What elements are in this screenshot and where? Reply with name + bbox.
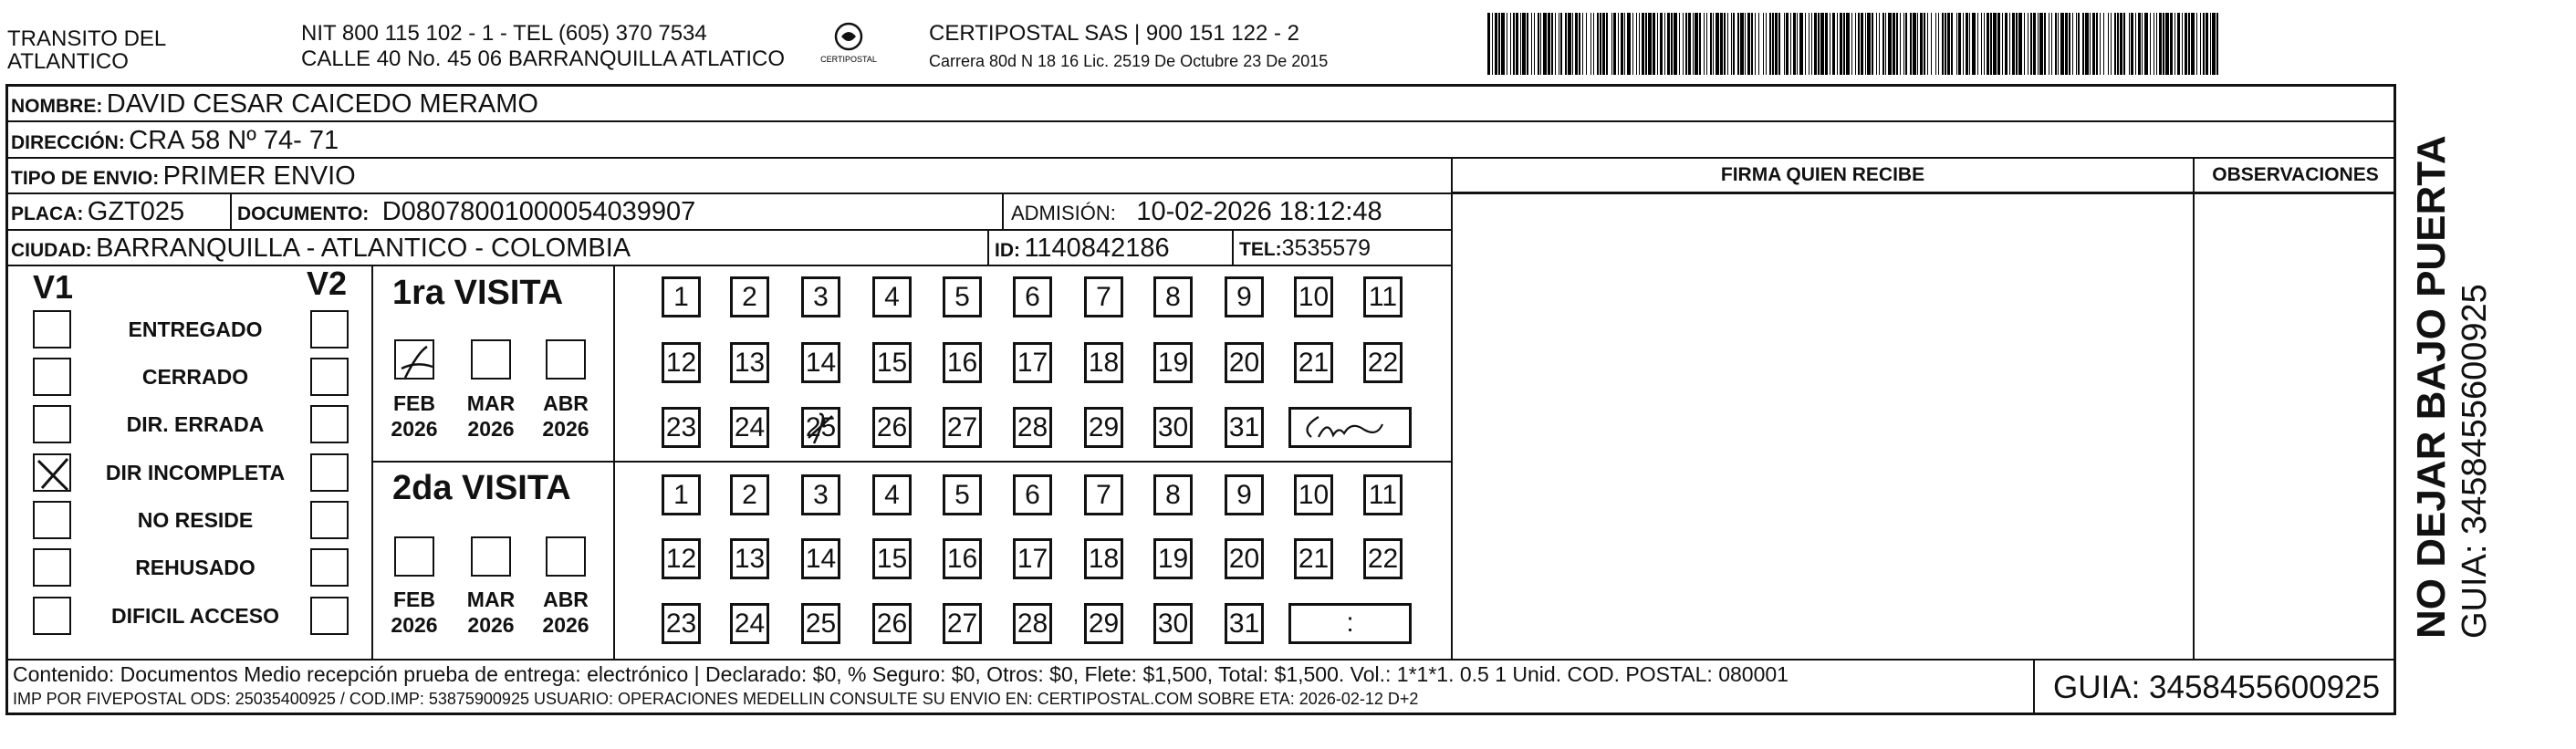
column-divider	[987, 229, 989, 265]
month-checkbox-feb[interactable]	[394, 339, 434, 380]
v1-checkbox[interactable]	[33, 358, 71, 396]
day-box[interactable]: 23	[662, 407, 701, 448]
day-box[interactable]: 29	[1084, 407, 1123, 448]
month-name: MAR	[466, 588, 516, 611]
day-box[interactable]: 2	[730, 474, 769, 515]
day-box[interactable]: 24	[730, 603, 769, 644]
tipo-envio-value: PRIMER ENVIO	[162, 161, 356, 191]
column-divider	[1002, 192, 1004, 229]
sender-name-line1: TRANSITO DEL	[7, 26, 167, 51]
month-checkbox-abr[interactable]	[546, 536, 586, 577]
ciudad-label: CIUDAD:	[11, 240, 92, 261]
tel-value: 3535579	[1281, 235, 1371, 261]
day-box[interactable]: 25	[801, 603, 840, 644]
day-box[interactable]: 15	[872, 538, 912, 579]
month-name: FEB	[393, 588, 435, 611]
placa-label: PLACA:	[11, 203, 84, 224]
observaciones-header: OBSERVACIONES	[2212, 164, 2379, 185]
day-box[interactable]: 16	[943, 538, 982, 579]
day-box[interactable]: 23	[662, 603, 701, 644]
v1-checkbox[interactable]	[33, 597, 71, 635]
day-box[interactable]: 30	[1153, 407, 1193, 448]
day-box[interactable]: 22	[1363, 342, 1403, 383]
column-divider	[1232, 229, 1234, 265]
day-box[interactable]: 31	[1225, 407, 1264, 448]
certipostal-logo	[812, 20, 885, 71]
day-box[interactable]: 16	[943, 342, 982, 383]
day-box[interactable]: 24	[730, 407, 769, 448]
day-box[interactable]: 19	[1153, 342, 1193, 383]
month-label	[459, 587, 523, 638]
month-name: MAR	[466, 391, 516, 415]
month-checkbox-mar[interactable]	[471, 536, 511, 577]
day-box[interactable]: 13	[730, 538, 769, 579]
documento-value: D08078001000054039907	[381, 197, 696, 226]
shipment-contents-line: Contenido: Documentos Medio recepción prueba de entrega: electrónico | Declarado: $0, % Seguro: $0, Otros: $0, Flete: $1,500, Total: $1,500. Vol.: 1*1*1. 0.5 1 Unid. COD. POSTAL: 080001	[13, 662, 1789, 686]
day-box[interactable]: 11	[1363, 276, 1403, 317]
month-checkbox-abr[interactable]	[546, 339, 586, 380]
status-label: CERRADO	[141, 365, 249, 389]
month-name: FEB	[393, 391, 435, 415]
id-value: 1140842186	[1024, 234, 1170, 263]
id-field	[995, 233, 1170, 268]
admision-field	[1011, 196, 1382, 232]
day-box[interactable]: 19	[1153, 538, 1193, 579]
day-box[interactable]: 28	[1013, 603, 1052, 644]
do-not-leave-under-door-notice: NO DEJAR BAJO PUERTA	[2409, 135, 2454, 639]
nombre-label: NOMBRE:	[11, 96, 103, 117]
day-box[interactable]: 5	[943, 276, 982, 317]
v1-checkbox[interactable]	[33, 453, 71, 492]
day-box[interactable]: 13	[730, 342, 769, 383]
day-box[interactable]: 8	[1153, 474, 1193, 515]
side-guia-number: GUIA: 3458455600925	[2456, 284, 2494, 639]
placa-value: GZT025	[87, 197, 185, 226]
month-checkbox-feb[interactable]	[394, 536, 434, 577]
visit-time-box[interactable]	[1288, 407, 1412, 448]
day-box[interactable]: 20	[1225, 342, 1264, 383]
guia-footer: GUIA: 3458455600925	[2053, 670, 2381, 705]
ciudad-value: BARRANQUILLA - ATLANTICO - COLOMBIA	[96, 234, 631, 263]
month-year: 2026	[467, 417, 515, 441]
day-box[interactable]: 8	[1153, 276, 1193, 317]
day-box[interactable]: 30	[1153, 603, 1193, 644]
v1-checkbox[interactable]	[33, 310, 71, 348]
v2-checkbox[interactable]	[310, 597, 349, 635]
day-box[interactable]: 31	[1225, 603, 1264, 644]
observations-area[interactable]	[2195, 193, 2396, 660]
shipment-barcode	[1487, 13, 2217, 75]
direccion-field	[11, 125, 339, 161]
month-year: 2026	[467, 613, 515, 637]
day-box[interactable]: 4	[872, 276, 912, 317]
barcode-bar	[2216, 13, 2218, 75]
day-box[interactable]: 10	[1294, 276, 1333, 317]
status-label: DIFICIL ACCESO	[110, 604, 279, 628]
placa-field	[11, 196, 184, 232]
v1-checkbox[interactable]	[33, 405, 71, 443]
day-box[interactable]: 3	[801, 474, 840, 515]
day-box[interactable]: 14	[801, 538, 840, 579]
day-box[interactable]: 17	[1013, 342, 1052, 383]
status-label: ENTREGADO	[128, 317, 263, 341]
day-box[interactable]: 5	[943, 474, 982, 515]
admision-label: ADMISIÓN:	[1011, 202, 1116, 224]
v1-checkbox[interactable]	[33, 501, 71, 539]
documento-label: DOCUMENTO:	[237, 203, 370, 224]
v2-checkbox[interactable]	[310, 405, 349, 443]
day-box[interactable]: 22	[1363, 538, 1403, 579]
day-box[interactable]: 6	[1013, 276, 1052, 317]
documento-field	[237, 196, 695, 232]
day-box[interactable]: 2	[730, 276, 769, 317]
v2-label: V2	[307, 265, 348, 302]
sender-name-line2: ATLANTICO	[7, 49, 129, 74]
v2-checkbox[interactable]	[310, 453, 349, 492]
row-divider	[5, 157, 2396, 159]
second-visit-title: 2da VISITA	[392, 469, 571, 507]
day-box[interactable]: 11	[1363, 474, 1403, 515]
day-box[interactable]: 12	[662, 342, 701, 383]
day-box[interactable]: 3	[801, 276, 840, 317]
v2-checkbox[interactable]	[310, 358, 349, 396]
visit-time-box[interactable]: :	[1288, 603, 1412, 644]
direccion-label: DIRECCIÓN:	[11, 132, 125, 153]
day-box[interactable]: 28	[1013, 407, 1052, 448]
month-checkbox-mar[interactable]	[471, 339, 511, 380]
print-info-line: IMP POR FIVEPOSTAL ODS: 25035400925 / COD.IMP: 53875900925 USUARIO: OPERACIONES MEDELLIN CONSULTE SU ENVIO EN: CERTIPOSTAL.COM SOBRE ETA: 2026-02-12 D+2	[13, 690, 1419, 708]
direccion-value: CRA 58 Nº 74- 71	[129, 126, 339, 155]
column-divider	[2033, 659, 2035, 715]
status-label: DIR INCOMPLETA	[105, 461, 286, 484]
day-box[interactable]: 26	[872, 407, 912, 448]
day-box[interactable]: 14	[801, 342, 840, 383]
day-box[interactable]: 15	[872, 342, 912, 383]
id-label: ID:	[995, 240, 1020, 261]
month-label	[459, 390, 523, 442]
signature-area[interactable]	[1453, 193, 2193, 660]
day-box[interactable]: 1	[662, 276, 701, 317]
status-label: DIR. ERRADA	[126, 412, 265, 436]
ciudad-field	[11, 233, 631, 268]
sender-nit-line: NIT 800 115 102 - 1 - TEL (605) 370 7534	[301, 21, 707, 46]
tipo-envio-field	[11, 161, 356, 196]
month-label	[534, 390, 598, 442]
day-box[interactable]: 27	[943, 407, 982, 448]
day-box[interactable]: 29	[1084, 603, 1123, 644]
side-notice	[2409, 135, 2495, 639]
day-box[interactable]: 10	[1294, 474, 1333, 515]
day-box[interactable]: 1	[662, 474, 701, 515]
carrier-company-line: CERTIPOSTAL SAS | 900 151 122 - 2	[929, 21, 1299, 46]
day-box[interactable]: 6	[1013, 474, 1052, 515]
row-divider	[5, 659, 2396, 661]
month-year: 2026	[542, 613, 589, 637]
day-box[interactable]: 4	[872, 474, 912, 515]
svg-text:CERTIPOSTAL: CERTIPOSTAL	[820, 55, 877, 64]
status-label: REHUSADO	[135, 556, 256, 579]
month-label	[534, 587, 598, 638]
day-box[interactable]: 27	[943, 603, 982, 644]
month-year: 2026	[391, 613, 438, 637]
day-box[interactable]: 21	[1294, 538, 1333, 579]
firma-header: FIRMA QUIEN RECIBE	[1720, 164, 1925, 185]
month-label	[382, 390, 446, 442]
sender-address-line: CALLE 40 No. 45 06 BARRANQUILLA ATLATICO	[301, 47, 786, 71]
v2-checkbox[interactable]	[310, 548, 349, 587]
day-box[interactable]: 21	[1294, 342, 1333, 383]
row-divider	[371, 461, 1451, 463]
day-box[interactable]: 17	[1013, 538, 1052, 579]
first-visit-title: 1ra VISITA	[392, 274, 564, 312]
day-box[interactable]: 9	[1225, 474, 1264, 515]
day-box[interactable]: 7	[1084, 474, 1123, 515]
status-label: NO RESIDE	[137, 508, 254, 532]
day-box[interactable]: 20	[1225, 538, 1264, 579]
month-label	[382, 587, 446, 638]
day-box[interactable]: 25	[801, 407, 840, 448]
month-name: ABR	[543, 391, 589, 415]
tel-field	[1239, 233, 1371, 267]
v2-checkbox[interactable]	[310, 501, 349, 539]
v1-checkbox[interactable]	[33, 548, 71, 587]
day-box[interactable]: 9	[1225, 276, 1264, 317]
tel-label: TEL:	[1239, 239, 1282, 260]
day-box[interactable]: 26	[872, 603, 912, 644]
month-year: 2026	[542, 417, 589, 441]
day-box[interactable]: 7	[1084, 276, 1123, 317]
month-year: 2026	[391, 417, 438, 441]
day-box[interactable]: 18	[1084, 538, 1123, 579]
v1-label: V1	[33, 268, 74, 306]
column-divider	[230, 192, 232, 229]
v2-checkbox[interactable]	[310, 310, 349, 348]
admision-value: 10-02-2026 18:12:48	[1136, 197, 1382, 226]
tipo-envio-label: TIPO DE ENVIO:	[11, 168, 160, 189]
day-box[interactable]: 12	[662, 538, 701, 579]
nombre-value: DAVID CESAR CAICEDO MERAMO	[106, 89, 538, 119]
carrier-license-line: Carrera 80d N 18 16 Lic. 2519 De Octubre 23 De 2015	[929, 52, 1329, 70]
nombre-field	[11, 88, 538, 124]
month-name: ABR	[543, 588, 589, 611]
day-box[interactable]: 18	[1084, 342, 1123, 383]
